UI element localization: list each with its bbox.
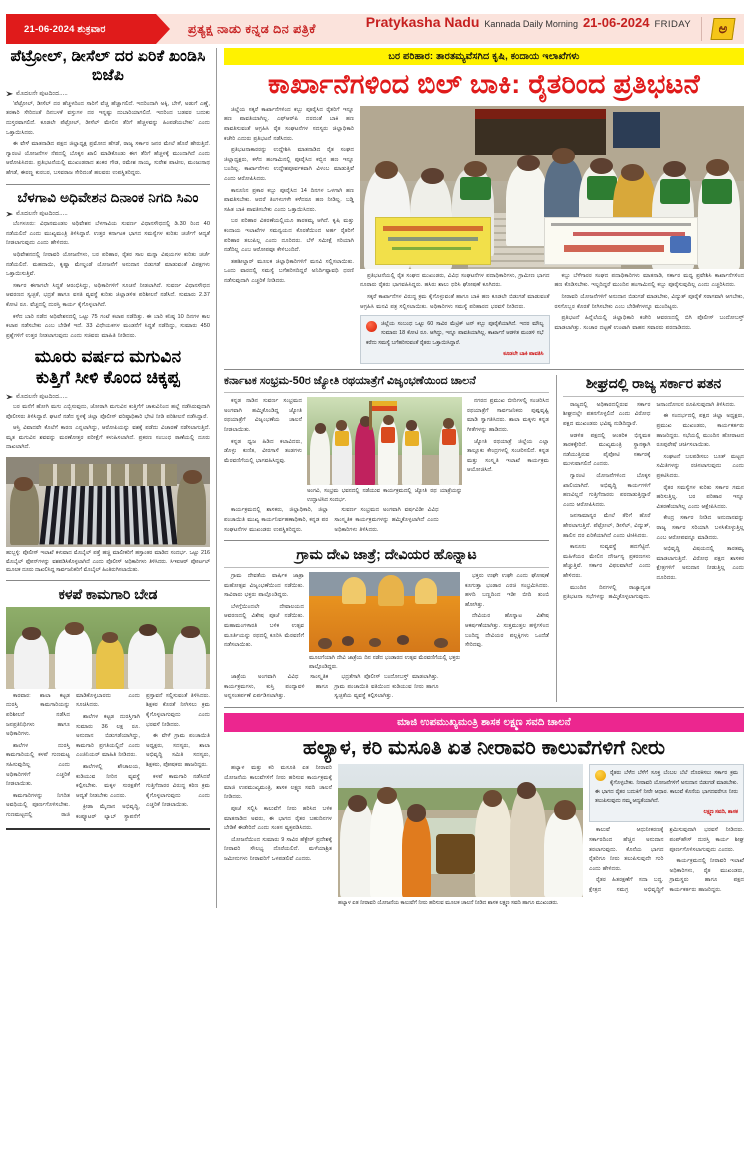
paragraph: 'ಪೆಟ್ರೋಲ್, ಡೀಸೆಲ್ ದರ ಹೆಚ್ಚಳದಿಂದ ಸಾರಿಗೆ ವೆಚ್ಚ ಹೆಚ್ಚಾಗಲಿದೆ. ಇದರಿಂದಾಗಿ ಅಕ್ಕಿ, ಬೇಳೆ, ಅಡುಗೆ ಎಣ್ಣೆ, ತರಕಾರಿ ಸೇರಿದಂತೆ ದಿನಬಳಕೆ ವಸ್ತುಗಳ ದರ ಇನ್ನಷ್ಟು ದುಬಾರಿಯಾಗಲಿದೆ. ಇದರಿಂದ ಬಡವರ ಬದುಕು ದುಸ್ತರವಾಗಲಿದೆ. ಕೂಡಲೇ ಪೆಟ್ರೋಲ್, ಡೀಸೆಲ್ ಮೇಲಿನ ತೆರಿಗೆ ಹೆಚ್ಚಳವನ್ನು ಹಿಂಪಡೆಯಬೇಕು' ಎಂದು ಒತ್ತಾಯಿಸಿದರು. [6, 100, 210, 136]
lead-right-text-b [555, 272, 745, 334]
page-grid [6, 48, 744, 908]
mid-left-story [224, 375, 549, 702]
paragraph: ಬರ ಪರಿಹಾರ ವಿತರಣೆಯಲ್ಲಿಯೂ ತಾರತಮ್ಯ ಆಗಿದೆ. ಕೃಷಿ ಮತ್ತು ಕಂದಾಯ ಇಲಾಖೆಗಳ ಸಮನ್ವಯದ ಕೊರತೆಯಿಂದ ಅರ್ಹ ರೈತರಿಗೆ ಪರಿಹಾರ ತಲುಪಿಲ್ಲ ಎಂದು ದೂರಿದರು. ಬೆಳೆ ಸಮೀಕ್ಷೆ ಸರಿಯಾಗಿ ನಡೆದಿಲ್ಲ ಎಂಬ ಆರೋಪವೂ ಕೇಳಿಬಂದಿದೆ. [224, 218, 354, 254]
bottom-lead-text-left [224, 764, 332, 908]
paragraph: ಕಾನೂನಿನ ಪ್ರಕಾರ ಕಬ್ಬು ಪೂರೈಸಿದ 14 ದಿನಗಳ ಒಳಗಾಗಿ ಹಣ ಪಾವತಿಸಬೇಕು. ಆದರೆ ತಿಂಗಳುಗಳೇ ಕಳೆದರೂ ಹಣ ನೀಡಿಲ್ಲ. ಬಡ್ಡಿ ಸಹಿತ ಬಾಕಿ ಪಾವತಿಸಬೇಕು ಎಂದು ಒತ್ತಾಯಿಸಿದರು. [224, 187, 354, 213]
police-line [39, 464, 178, 486]
bottom-left-headline: ಕಳಪೆ ಕಾಮಗಾರಿ ಬೇಡ [58, 585, 158, 602]
paragraph: ರೈತರ ಹಿತರಕ್ಷಣೆಗೆ ಸದಾ ಬದ್ಧ. ಕ್ಷೇತ್ರದ ಸಮಗ್ರ ಅಭಿವೃದ್ಧಿಗೆ ಶ್ರಮಿಸುವುದಾಗಿ ಭರವಸೆ ನೀಡಿದರು. ಪಂಪ್‌ಹೌಸ್ ದುರಸ್ತಿ ಕಾರ್ಯ ಶೀಘ್ರ ಪೂರ್ಣಗೊಳಿಸಲಾಗುವುದು ಎಂದರು. [589, 827, 744, 894]
bottom-lead-text-right [589, 826, 744, 896]
byline-text: ಮೊದಲನೇ ಪುಟದಿಂದ..... [16, 392, 68, 400]
main-column [217, 48, 744, 908]
paragraph: ಕನ್ನಡ ಧ್ವಜ ಹಿಡಿದ ಕಲಾವಿದರು, ಡೊಳ್ಳು ಕುಣಿತ, ವೀರಗಾಸೆ ತಂಡಗಳು ಮೆರವಣಿಗೆಯಲ್ಲಿ ಭಾಗವಹಿಸಿದ್ದವು. [224, 438, 302, 464]
jatre-text-col1 [224, 572, 304, 671]
paragraph: ಶಾಲೆಗಳಲ್ಲಿ ಶೌಚಾಲಯ, ಕುಡಿಯುವ ನೀರಿನ ವ್ಯವಸ್ಥೆ ಕಲ್ಪಿಸಬೇಕು. ಮಕ್ಕಳ ಸುರಕ್ಷತೆಗೆ ಆದ್ಯತೆ ನೀಡಬೇಕು ಎಂದರು. [76, 763, 140, 799]
mid-section [224, 375, 744, 702]
paragraph: ಕನ್ನಡ ನಾಡಿನ ಸುವರ್ಣ ಸಂಭ್ರಮದ ಅಂಗವಾಗಿ ಹಮ್ಮಿಕೊಂಡಿದ್ದ ಜ್ಯೋತಿ ರಥಯಾತ್ರೆಗೆ ವಿಜೃಂಭಣೆಯ ಚಾಲನೆ ನೀಡಲಾಯಿತು. [224, 398, 302, 433]
green-shawl [702, 179, 733, 203]
inset-text: ರೈತರು ಬೆಳೆದ ಬೆಳೆಗೆ ಸೂಕ್ತ ಬೆಂಬಲ ಬೆಲೆ ದೊರಕಿಸಲು ಸರ್ಕಾರ ಕ್ರಮ ಕೈಗೊಳ್ಳಬೇಕು. ನೀರಾವರಿ ಯೋಜನೆಗಳಿಗೆ ಅನುದಾನ ಬಿಡುಗಡೆ ಮಾಡಬೇಕು. ಈ ಭಾಗದ ರೈತರ ಬದುಕಿಗೆ ನೀರೇ ಆಧಾರ. ಕಾಲುವೆ ಕೊನೆಯ ಭಾಗದವರೆಗೂ ನೀರು ತಲುಪಿಸುವುದು ನಮ್ಮ ಆದ್ಯತೆಯಾಗಿದೆ. [595, 770, 738, 805]
paragraph: ಕ್ರೀಡಾ ಮೈದಾನ ಅಭಿವೃದ್ಧಿ, ಕಂಪ್ಯೂಟರ್ ಲ್ಯಾಬ್ ಸ್ಥಾಪನೆಗೆ ಪ್ರಸ್ತಾವನೆ ಸಲ್ಲಿಸುವಂತೆ ತಿಳಿಸಿದರು. ಶಿಕ್ಷಕರ ಕೊರತೆ ನೀಗಿಸಲು ಕ್ರಮ ಕೈಗೊಳ್ಳಲಾಗುವುದು ಎಂದು ಭರವಸೆ ನೀಡಿದರು. [76, 692, 210, 821]
paragraph: ಕಳಪೆ ಕಾಮಗಾರಿ ನಡೆಸಿದರೆ ಗುತ್ತಿಗೆದಾರರ ವಿರುದ್ಧ ಕಠಿಣ ಕ್ರಮ ಕೈಗೊಳ್ಳಲಾಗುವುದು ಎಂದು ಎಚ್ಚರಿಕೆ ನೀಡಲಾಯಿತು. [146, 773, 210, 809]
kannada-flag [372, 401, 397, 412]
masthead [6, 14, 744, 44]
protest-banner-yellow [375, 217, 490, 266]
jatre-text-col3 [465, 572, 549, 671]
lead-kicker: ಬರ ಪರಿಹಾರ: ತಾರತಮ್ಯವೆಸಗಿದ ಕೃಷಿ, ಕಂದಾಯ ಇಲಾಖೆಗಳು [224, 48, 744, 65]
photo-canal-inauguration [338, 764, 583, 897]
newspaper-page [0, 14, 750, 1162]
jatre-text-flow [224, 673, 549, 702]
mid-left-headline: ಕರ್ನಾಟಕ ಸಂಭ್ರಮ-50ರ ಜ್ಯೋತಿ ರಥಯಾತ್ರೆಗೆ ವಿಜೃಂಭಣೆಯಿಂದ ಚಾಲನೆ [224, 374, 476, 387]
paragraph: ನಗರದ ಪ್ರಮುಖ ಬೀದಿಗಳಲ್ಲಿ ಸಂಚರಿಸಿದ ರಥಯಾತ್ರೆಗೆ ಸಾರ್ವಜನಿಕರು ಪುಷ್ಪವೃಷ್ಟಿ ಮಾಡಿ ಸ್ವಾಗತಿಸಿದರು. ಶಾಲಾ ಮಕ್ಕಳು ಕನ್ನಡ ಗೀತೆಗಳನ್ನು ಹಾಡಿದರು. [467, 398, 549, 433]
lead-inset-box [360, 315, 550, 364]
section-divider [6, 580, 210, 581]
paragraph: ಕಾಮಗಾರಿಗಳನ್ನು ನಿಗದಿತ ಅವಧಿಯಲ್ಲಿ ಪೂರ್ಣಗೊಳಿಸಬೇಕು. ಗುಣಮಟ್ಟದಲ್ಲಿ ರಾಜಿ ಮಾಡಿಕೊಳ್ಳಬಾರದು ಎಂದು ಸೂಚಿಸಿದರು. [6, 692, 140, 819]
masthead-weekday: FRIDAY [654, 19, 691, 30]
bottom-lead-headline: ಹಲ್ಯಾಳ, ಕರಿ ಮಸೂತಿ ಏತ ನೀರಾವರಿ ಕಾಲುವೆಗಳಿಗೆ ನೀರು [302, 737, 666, 760]
green-shawl [660, 179, 691, 203]
kannada-shawl [335, 431, 349, 447]
palanquin-1 [342, 577, 366, 604]
green-shawl [460, 177, 491, 200]
paragraph: ನೀರಾವರಿ ಯೋಜನೆಗಳಿಗೆ ಅನುದಾನ ಬಿಡುಗಡೆ ಮಾಡಬೇಕು, ವಿದ್ಯುತ್ ಪೂರೈಕೆ ಸರಾಗವಾಗಿ ಆಗಬೇಕು, ರಸಗೊಬ್ಬರ ಕೊರತೆ ನೀಗಿಸಬೇಕು ಎಂಬ ಬೇಡಿಕೆಗಳನ್ನೂ ಮುಂದಿಟ್ಟರು. [554, 293, 744, 310]
inset-attribution: ಲಕ್ಷ್ಮಣ ಸವದಿ, ಶಾಸಕ [703, 809, 738, 816]
paragraph: ಕೇಂದ್ರ ಸರ್ಕಾರ ನೀಡಿದ ಅನುದಾನವನ್ನು ರಾಜ್ಯ ಸರ್ಕಾರ ಸರಿಯಾಗಿ ಬಳಸಿಕೊಳ್ಳುತ್ತಿಲ್ಲ ಎಂಬ ಆರೋಪವನ್ನೂ ಮಾಡಿದರು. [656, 515, 744, 541]
kannada-shawl [405, 431, 419, 447]
kannada-shawl [442, 429, 456, 445]
paragraph: ಪ್ರತಿಭಟನೆ ಹಿನ್ನೆಲೆಯಲ್ಲಿ ಜಿಲ್ಲಾಧಿಕಾರಿ ಕಚೇರಿ ಆವರಣದಲ್ಲಿ ಬಿಗಿ ಪೊಲೀಸ್ ಬಂದೋಬಸ್ತ್ ಮಾಡಲಾಗಿತ್ತು. ಸಂಚಾರ ದಟ್ಟಣೆ ಉಂಟಾಗಿ ವಾಹನ ಸವಾರರು ಪರದಾಡಿದರು. [554, 315, 744, 331]
section-divider [224, 369, 744, 370]
paragraph: ಬೆಂಗಳೂರು: ವಿಧಾನಮಂಡಲ ಅಧಿವೇಶನ ಬೆಳಗಾವಿಯ ಸುವರ್ಣ ವಿಧಾನಸೌಧದಲ್ಲಿ ಡಿ.30 ರಿಂದ 40 ನಡೆಯಲಿದೆ ಎಂದು ಮುಖ್ಯಮಂತ್ರಿ ತಿಳಿಸಿದ್ದಾರೆ. ಉತ್ತರ ಕರ್ನಾಟಕ ಭಾಗದ ಸಮಸ್ಯೆಗಳ ಕುರಿತು ಚರ್ಚೆಗೆ ಆದ್ಯತೆ ನೀಡಲಾಗುವುದು ಎಂದು ಹೇಳಿದರು. [6, 221, 210, 247]
lead-headline: ಕಾರ್ಖಾನೆಗಳಿಂದ ಬಿಲ್ ಬಾಕಿ: ರೈತರಿಂದ ಪ್ರತಿಭಟನೆ [268, 69, 700, 99]
left-story3-byline [6, 393, 210, 401]
page-bottom-rule [6, 828, 210, 830]
quote-bullet-icon [595, 770, 606, 781]
lead-story-body-area [224, 106, 744, 364]
priest-robe [402, 812, 431, 897]
paragraph: ಕಾರ್ಯಕ್ರಮದಲ್ಲಿ ನೀರಾವರಿ ಇಲಾಖೆ ಅಧಿಕಾರಿಗಳು, ರೈತ ಮುಖಂಡರು, ಗ್ರಾಮಸ್ಥರು ಹಾಗೂ ಪಕ್ಷದ ಕಾರ್ಯಕರ್ತರು ಹಾಜರಿದ್ದರು. [669, 858, 744, 894]
lead-sub-area [360, 272, 744, 364]
paragraph: ಬರ ಮನೆಗೆ ಹೋಗಿ ಮಗು ಎಬ್ಬಿಸುವುದು, ಜೋರಾಗಿ ಮಗುವಿನ ಕುತ್ತಿಗೆಗೆ ಚಾಕುವಿನಿಂದ ಹಲ್ಲೆ ನಡೆಸಿರುವುದಾಗಿ ಪೊಲೀಸರು ತಿಳಿಸಿದ್ದಾರೆ. ಘಟನೆ ನಡೆದ ಸ್ಥಳಕ್ಕೆ ಜಿಲ್ಲಾ ಪೊಲೀಸ್ ವರಿಷ್ಠಾಧಿಕಾರಿ ಭೇಟಿ ನೀಡಿ ಪರಿಶೀಲನೆ ನಡೆಸಿದ್ದಾರೆ. [6, 403, 210, 420]
inset-attribution: ಕೂಡಲೇ ಬಾಕಿ ಪಾವತಿಸಿ [503, 350, 544, 357]
paragraph: ಬೆಳಗ್ಗೆಯಿಂದಲೇ ದೇವಾಲಯದ ಆವರಣದಲ್ಲಿ ವಿಶೇಷ ಪೂಜೆ ನಡೆಯಿತು. ಮಹಾಮಂಗಳಾರತಿ ಬಳಿಕ ಉತ್ಸವ ಮೂರ್ತಿಯನ್ನು ರಥದಲ್ಲಿ ಕೂರಿಸಿ ಮೆರವಣಿಗೆ ನಡೆಸಲಾಯಿತು. [224, 603, 304, 649]
left-story1-headline: ಪೆಟ್ರೋಲ್, ಡೀಸೆಲ್ ದರ ಏರಿಕೆ ಖಂಡಿಸಿ ಬಿಜೆಪಿ [10, 48, 206, 84]
left-story3-body [6, 403, 210, 453]
mid-right-body [563, 401, 744, 603]
masthead-english-date: 21-06-2024 [582, 15, 650, 30]
mid-left-text-col1 [224, 397, 302, 504]
photo-police-mobiles [6, 457, 210, 547]
left-story3-headline-line2: ಕುತ್ತಿಗೆ ಸೀಳಿ ಕೊಂದ ಚಿಕ್ಕಪ್ಪ [36, 368, 180, 388]
paragraph: ಪ್ರತಿಭಟನೆಯಲ್ಲಿ ರೈತ ಸಂಘದ ಮುಖಂಡರು, ವಿವಿಧ ಸಂಘಟನೆಗಳ ಪದಾಧಿಕಾರಿಗಳು, ಗ್ರಾಮೀಣ ಭಾಗದ ನೂರಾರು ರೈತರು ಭಾಗವಹಿಸಿದ್ದರು. ಹಸಿರು ಶಾಲು ಧರಿಸಿ ಘೋಷಣೆ ಕೂಗಿದರು. [360, 272, 550, 289]
paper-logo-icon: ಅ [710, 18, 735, 40]
left-story1-body [6, 100, 210, 179]
byline-arrow-icon [6, 212, 13, 217]
mid-left-photo-caption: ಅಂಗವಿ, ಸಂಭ್ರಮ ಭವನದಲ್ಲಿ ನಡೆಯುವ ಕಾರ್ಯಕ್ರಮದಲ್ಲಿ ಜ್ಯೋತಿ ರಥ ಯಾತ್ರೆಯನ್ನು ಉದ್ಘಾಟಿಸಿದ ಸಂದರ್ಭ. [307, 488, 462, 503]
jatre-headline: ಗ್ರಾಮ ದೇವಿ ಜಾತ್ರೆ; ದೇವಿಯರ ಹೊನ್ನಾಟ [296, 546, 477, 563]
masthead-logo [702, 14, 744, 44]
masthead-english-title: Pratykasha Nadu [365, 14, 480, 30]
paragraph: ಜಿಲ್ಲೆಯ ಸಕ್ಕರೆ ಕಾರ್ಖಾನೆಗಳಿಂದ ಕಬ್ಬು ಪೂರೈಸಿದ ರೈತರಿಗೆ ಇನ್ನೂ ಹಣ ಪಾವತಿಯಾಗಿಲ್ಲ. ಎಫ್‌ಆರ್‌ಪಿ ದರದಂತೆ ಬಾಕಿ ಹಣ ಪಾವತಿಸುವಂತೆ ಆಗ್ರಹಿಸಿ ರೈತ ಸಂಘಟನೆಗಳ ಸದಸ್ಯರು ಜಿಲ್ಲಾಧಿಕಾರಿ ಕಚೇರಿ ಎದುರು ಪ್ರತಿಭಟನೆ ನಡೆಸಿದರು. [224, 106, 354, 142]
paragraph: ಕಾರವಾರ: ಶಾಲಾ ಕಟ್ಟಡ ದುರಸ್ತಿ ಕಾಮಗಾರಿಯನ್ನು ಪರಿಶೀಲನೆ ನಡೆಸಿದ ಜನಪ್ರತಿನಿಧಿಗಳು ಹಾಗೂ ಅಧಿಕಾರಿಗಳು. [6, 692, 70, 738]
bottom-left-body [6, 692, 210, 823]
jatre-photo-caption: ಮೂಲಗೆಯಾಗಿ ದೇವಿ ಜಾತ್ರೆಯ ದಿನ ನಡೆದ ಭಂಡಾರದ ಉತ್ಸವ ಮೆರವಣಿಗೆಯಲ್ಲಿ ಭಕ್ತರು ಪಾಲ್ಗೊಂಡಿದ್ದರು. [309, 654, 460, 670]
paragraph: ತಹಶೀಲ್ದಾರ್ ಮೂಲಕ ಜಿಲ್ಲಾಧಿಕಾರಿಗಳಿಗೆ ಮನವಿ ಸಲ್ಲಿಸಲಾಯಿತು. ಒಂದು ವಾರದಲ್ಲಿ ಸಮಸ್ಯೆ ಬಗೆಹರಿಸದಿದ್ದರೆ ಅನಿರ್ದಿಷ್ಟಾವಧಿ ಧರಣಿ ನಡೆಸುವುದಾಗಿ ಎಚ್ಚರಿಕೆ ನೀಡಿದರು. [224, 258, 354, 285]
paragraph: ಅಧಿವೇಶನದಲ್ಲಿ ನೀರಾವರಿ ಯೋಜನೆಗಳು, ಬರ ಪರಿಹಾರ, ರೈತರ ಸಾಲ ಮನ್ನಾ ವಿಷಯಗಳ ಕುರಿತು ಚರ್ಚೆ ನಡೆಯಲಿದೆ. ಮಹದಾಯಿ, ಕೃಷ್ಣಾ ಮೇಲ್ದಂಡೆ ಯೋಜನೆಗೆ ಅನುದಾನ ಬಿಡುಗಡೆ ಮಾಡುವಂತೆ ವಿಪಕ್ಷಗಳು ಒತ್ತಾಯಿಸುತ್ತಿವೆ. [6, 251, 210, 278]
left-story2-headline: ಬೆಳಗಾವಿ ಅಧಿವೇಶನ ದಿನಾಂಕ ನಿಗದಿ ಸಿಎಂ [17, 189, 199, 205]
paragraph: ಜಾತ್ರೆಯ ಅಂಗವಾಗಿ ವಿವಿಧ ಸಾಂಸ್ಕೃತಿಕ ಕಾರ್ಯಕ್ರಮಗಳು, ಕುಸ್ತಿ ಪಂದ್ಯಾವಳಿ ಹಾಗೂ ಅನ್ನಸಂತರ್ಪಣೆ ಏರ್ಪಡಿಸಲಾಗಿತ್ತು. [224, 674, 329, 700]
bottom-inset-box [589, 764, 744, 822]
paragraph: ಕಾನೂನು ಸುವ್ಯವಸ್ಥೆ ಹದಗೆಟ್ಟಿದೆ. ಮಹಿಳೆಯರ ಮೇಲಿನ ದೌರ್ಜನ್ಯ ಪ್ರಕರಣಗಳು ಹೆಚ್ಚುತ್ತಿವೆ. ಸರ್ಕಾರ ವಿಫಲವಾಗಿದೆ ಎಂದು ಹೇಳಿದರು. [563, 544, 651, 580]
lead-right-text-a [360, 272, 550, 312]
paragraph: ಪ್ರತಿಭಟನಾಕಾರರನ್ನು ಉದ್ದೇಶಿಸಿ ಮಾತನಾಡಿದ ರೈತ ಸಂಘದ ಜಿಲ್ಲಾಧ್ಯಕ್ಷರು, ಕಳೆದ ಹಂಗಾಮಿನಲ್ಲಿ ಪೂರೈಸಿದ ಕಬ್ಬಿನ ಹಣ ಇನ್ನೂ ಬಂದಿಲ್ಲ. ಕಾರ್ಖಾನೆಗಳು ಉದ್ದೇಶಪೂರ್ವಕವಾಗಿ ವಿಳಂಬ ಮಾಡುತ್ತಿವೆ ಎಂದು ಆರೋಪಿಸಿದರು. [224, 147, 354, 182]
left-story2-body [6, 220, 210, 341]
paragraph: ಭಕ್ತರು ಉಘೇ ಉಘೇ ಎಂದು ಘೋಷಣೆ ಕೂಗುತ್ತಾ ಭಂಡಾರ ಎರಚಿ ಸಂಭ್ರಮಿಸಿದರು. ಹಳದಿ ಬಣ್ಣದಿಂದ ಇಡೀ ಬೀದಿ ತುಂಬಿ ಹೋಗಿತ್ತು. [465, 572, 549, 608]
paragraph: ಪೂಜೆ ಸಲ್ಲಿಸಿ ಕಾಲುವೆಗೆ ನೀರು ಹರಿಸಿದ ಬಳಿಕ ಮಾತನಾಡಿದ ಅವರು, ಈ ಭಾಗದ ರೈತರ ಬಹುದಿನಗಳ ಬೇಡಿಕೆ ಈಡೇರಿದೆ ಎಂದು ಸಂತಸ ವ್ಯಕ್ತಪಡಿಸಿದರು. [224, 805, 332, 832]
paragraph: ಕಬ್ಬು ಬೆಳೆಗಾರರ ಸಂಘದ ಪದಾಧಿಕಾರಿಗಳು ಮಾತನಾಡಿ, ಸರ್ಕಾರ ಮಧ್ಯ ಪ್ರವೇಶಿಸಿ ಕಾರ್ಖಾನೆಗಳಿಂದ ಹಣ ಕೊಡಿಸಬೇಕು. ಇಲ್ಲದಿದ್ದರೆ ಮುಂದಿನ ಹಂಗಾಮಿನಲ್ಲಿ ಕಬ್ಬು ಪೂರೈಸುವುದಿಲ್ಲ ಎಂದು ಎಚ್ಚರಿಸಿದರು. [554, 272, 744, 289]
left-story1-byline [6, 90, 210, 98]
paragraph: ಸಕ್ಕರೆ ಕಾರ್ಖಾನೆಗಳ ವಿರುದ್ಧ ಕ್ರಮ ಕೈಗೊಳ್ಳುವಂತೆ ಹಾಗೂ ಬಾಕಿ ಹಣ ಕೂಡಲೇ ಬಿಡುಗಡೆ ಮಾಡುವಂತೆ ಆಗ್ರಹಿಸಿ ಮನವಿ ಪತ್ರ ಸಲ್ಲಿಸಲಾಯಿತು. ಅಧಿಕಾರಿಗಳು ಸಮಸ್ಯೆ ಪರಿಹಾರದ ಭರವಸೆ ನೀಡಿದರು. [360, 293, 550, 310]
photo-police-caption: ಹುಬ್ಬಳ್ಳಿ: ಪೊಲೀಸ್ ಇಲಾಖೆ ಕಳುವಾದ ಮೊಬೈಲ್ ಪತ್ತೆ ಹಚ್ಚಿ ಮಾಲೀಕರಿಗೆ ಹಸ್ತಾಂತರ ಮಾಡಿದ ಸಂದರ್ಭ. ಒಟ್ಟು 216 ಮೊಬೈಲ್ ಫೋನ್‌ಗಳನ್ನು ವಶಪಡಿಸಿಕೊಳ್ಳಲಾಗಿದೆ ಎಂದು ಪೊಲೀಸ್ ಅಧಿಕಾರಿಗಳು ತಿಳಿಸಿದರು. ಸಿಇಐಆರ್ ಪೋರ್ಟಲ್ ಮೂಲಕ ದೂರು ದಾಖಲಿಸಿದ್ದ ಸಾರ್ವಜನಿಕರಿಗೆ ಮೊಬೈಲ್ ಹಿಂತಿರುಗಿಸಲಾಯಿತು. [6, 549, 210, 574]
paragraph: ಕಾರ್ಯಕ್ರಮದಲ್ಲಿ ಶಾಸಕರು, ಜಿಲ್ಲಾಧಿಕಾರಿ, ಜಿಲ್ಲಾ ಪಂಚಾಯಿತಿ ಮುಖ್ಯ ಕಾರ್ಯನಿರ್ವಹಣಾಧಿಕಾರಿ, ಕನ್ನಡ ಪರ ಸಂಘಟನೆಗಳ ಮುಖಂಡರು ಉಪಸ್ಥಿತರಿದ್ದರು. [224, 507, 329, 533]
section-divider [224, 707, 744, 708]
paragraph: ಯೋಜನೆಯಿಂದ ಸುಮಾರು 9 ಸಾವಿರ ಹೆಕ್ಟೇರ್ ಪ್ರದೇಶಕ್ಕೆ ನೀರಾವರಿ ಸೌಲಭ್ಯ ದೊರೆಯಲಿದೆ. ಮಳೆಯಾಶ್ರಿತ ಜಮೀನುಗಳು ನೀರಾವರಿಗೆ ಒಳಪಡಲಿವೆ ಎಂದರು. [224, 836, 332, 862]
palanquin-2 [378, 575, 404, 605]
inset-text: ಜಿಲ್ಲೆಯ ಸಂಬಂಧ ಒಟ್ಟು 60 ಸಾವಿರ ಮೆಟ್ರಿಕ್ ಟನ್ ಕಬ್ಬು ಪೂರೈಕೆಯಾಗಿದೆ. ಇದರ ಮೌಲ್ಯ ಸುಮಾರು 18 ಕೋಟಿ ರೂ. ಆಗಿದ್ದು, ಇನ್ನೂ ಪಾವತಿಯಾಗಿಲ್ಲ. ಕಾರ್ಖಾನೆ ಆಡಳಿತ ಮಂಡಳಿ ಸಭೆ ಕರೆದು ಸಮಸ್ಯೆ ಬಗೆಹರಿಸುವಂತೆ ರೈತರು ಒತ್ತಾಯಿಸಿದ್ದಾರೆ. [366, 321, 544, 346]
mid-right-headline: ಶೀಘ್ರದಲ್ಲಿ ರಾಜ್ಯ ಸರ್ಕಾರ ಪತನ [585, 374, 722, 391]
section-divider [6, 184, 210, 185]
bottom-lead-right-col [589, 764, 744, 908]
bottom-lead-kicker: ಮಾಜಿ ಉಪಮುಖ್ಯಮಂತ್ರಿ ಶಾಸಕ ಲಕ್ಷ್ಮಣ ಸವದಿ ಚಾಲನೆ [224, 713, 744, 732]
paragraph: ಕಳೆದ ಬಾರಿ ನಡೆದ ಅಧಿವೇಶನದಲ್ಲಿ ಒಟ್ಟು 75 ಗಂಟೆ ಕಲಾಪ ನಡೆದಿತ್ತು. ಈ ಬಾರಿ ಕನಿಷ್ಠ 10 ದಿನಗಳ ಕಾಲ ಕಲಾಪ ನಡೆಸಬೇಕು ಎಂಬ ಬೇಡಿಕೆ ಇದೆ. 33 ವಿಧೇಯಕಗಳ ಮಂಡನೆಗೆ ಸಿದ್ಧತೆ ನಡೆದಿದ್ದು, ಸುಮಾರು 450 ಪ್ರಶ್ನೆಗಳಿಗೆ ಉತ್ತರ ನೀಡಲಾಗುವುದು ಎಂದು ಸಚಿವರು ಮಾಹಿತಿ ನೀಡಿದರು. [6, 313, 210, 339]
photo-jyothi-rathayatre [307, 397, 462, 485]
left-story3-headline-line1: ಮೂರು ವರ್ಷದ ಮಗುವಿನ [34, 347, 182, 367]
paragraph: ಕಾಲುವೆ ಆಧುನೀಕರಣಕ್ಕೆ ಸರ್ಕಾರದಿಂದ ಹೆಚ್ಚಿನ ಅನುದಾನ ತರಲಾಗುವುದು. ಕೊನೆಯ ಭಾಗದ ರೈತರಿಗೂ ನೀರು ತಲುಪಿಸುವುದೇ ಗುರಿ ಎಂದು ಹೇಳಿದರು. [589, 827, 664, 872]
paragraph: ಆಡಳಿತ ಪಕ್ಷದಲ್ಲಿ ಆಂತರಿಕ ಭಿನ್ನಮತ ತಾರಕಕ್ಕೇರಿದೆ. ಮುಖ್ಯಮಂತ್ರಿ ಸ್ಥಾನಕ್ಕಾಗಿ ನಡೆಯುತ್ತಿರುವ ಪೈಪೋಟಿ ಸರ್ಕಾರಕ್ಕೆ ಮುಳುವಾಗಲಿದೆ ಎಂದರು. [563, 432, 651, 468]
headline-rule [224, 392, 549, 393]
headline-rule [224, 567, 549, 568]
mid-left-text-col3 [467, 397, 549, 504]
paragraph: ಶಾಲೆಗಳ ದುರಸ್ತಿ ಕಾಮಗಾರಿಯಲ್ಲಿ ಕಳಪೆ ಗುಣಮಟ್ಟ ಸಹಿಸುವುದಿಲ್ಲ ಎಂದು ಅಧಿಕಾರಿಗಳಿಗೆ ಎಚ್ಚರಿಕೆ ನೀಡಲಾಯಿತು. [6, 742, 70, 788]
paragraph: ಜ್ಯೋತಿ ರಥಯಾತ್ರೆ ಜಿಲ್ಲೆಯ ಎಲ್ಲಾ ತಾಲ್ಲೂಕು ಕೇಂದ್ರಗಳಲ್ಲಿ ಸಂಚರಿಸಲಿದೆ. ಕನ್ನಡ ಮತ್ತು ಸಂಸ್ಕೃತಿ ಇಲಾಖೆ ಕಾರ್ಯಕ್ರಮ ಆಯೋಜಿಸಿದೆ. [467, 438, 549, 474]
lead-left-text [224, 106, 354, 364]
canal-outlet [436, 834, 475, 874]
paragraph: ಈ ಸಂದರ್ಭದಲ್ಲಿ ಪಕ್ಷದ ಜಿಲ್ಲಾ ಅಧ್ಯಕ್ಷರು, ಪ್ರಮುಖ ಮುಖಂಡರು, ಕಾರ್ಯಕರ್ತರು ಹಾಜರಿದ್ದರು. ಸಭೆಯಲ್ಲಿ ಮುಂದಿನ ಹೋರಾಟದ ರೂಪುರೇಷೆ ಚರ್ಚಿಸಲಾಯಿತು. [656, 413, 744, 449]
paragraph: ಈ ವೇಳೆ ಗ್ರಾಮ ಪಂಚಾಯಿತಿ ಅಧ್ಯಕ್ಷರು, ಸದಸ್ಯರು, ಶಾಲಾ ಅಭಿವೃದ್ಧಿ ಸಮಿತಿ ಸದಸ್ಯರು, ಶಿಕ್ಷಕರು, ಪೋಷಕರು ಹಾಜರಿದ್ದರು. [146, 733, 210, 768]
kannada-shawl [381, 427, 395, 443]
masthead-english-subtitle: Kannada Daily Morning [484, 19, 578, 29]
paragraph: ರೈತರ ಸಮಸ್ಯೆಗಳ ಕುರಿತು ಸರ್ಕಾರ ಗಮನ ಹರಿಸುತ್ತಿಲ್ಲ. ಬರ ಪರಿಹಾರ ಇನ್ನೂ ವಿತರಣೆಯಾಗಿಲ್ಲ ಎಂದು ಆಕ್ಷೇಪಿಸಿದರು. [656, 484, 744, 510]
masthead-english-block [366, 14, 701, 44]
mid-left-text-flow [224, 506, 549, 535]
paragraph: ಶಾಲೆಗಳ ಕಟ್ಟಡ ದುರಸ್ತಿಗಾಗಿ ಸುಮಾರು 36 ಲಕ್ಷ ರೂ. ಅನುದಾನ ಬಿಡುಗಡೆಯಾಗಿದ್ದು, ಕಾಮಗಾರಿ ಪ್ರಗತಿಯಲ್ಲಿದೆ ಎಂದು ಎಂಜಿನಿಯರ್ ಮಾಹಿತಿ ನೀಡಿದರು. [76, 713, 140, 759]
bottom-lead-body [224, 764, 744, 908]
paragraph: ಅಭಿವೃದ್ಧಿ ವಿಷಯದಲ್ಲಿ ತಾರತಮ್ಯ ಮಾಡಲಾಗುತ್ತಿದೆ. ವಿರೋಧ ಪಕ್ಷದ ಶಾಸಕರ ಕ್ಷೇತ್ರಗಳಿಗೆ ಅನುದಾನ ನೀಡುತ್ತಿಲ್ಲ ಎಂದು ದೂರಿದರು. [656, 546, 744, 582]
paragraph: ಭದ್ರತೆಗಾಗಿ ಪೊಲೀಸ್ ಬಂದೋಬಸ್ತ್ ಮಾಡಲಾಗಿತ್ತು. ಗ್ರಾಮ ಪಂಚಾಯಿತಿ ವತಿಯಿಂದ ಕುಡಿಯುವ ನೀರು ಹಾಗೂ ಸ್ವಚ್ಛತೆಯ ವ್ಯವಸ್ಥೆ ಕಲ್ಪಿಸಲಾಗಿತ್ತು. [334, 674, 439, 700]
paragraph: ಸರ್ಕಾರ ಈಗಾಗಲೇ ಸಿದ್ಧತೆ ಆರಂಭಿಸಿದ್ದು, ಅಧಿಕಾರಿಗಳಿಗೆ ಸೂಚನೆ ನೀಡಲಾಗಿದೆ. ಸುವರ್ಣ ವಿಧಾನಸೌಧದ ಆವರಣದ ಸ್ವಚ್ಛತೆ, ಭದ್ರತೆ ಹಾಗೂ ವಸತಿ ವ್ಯವಸ್ಥೆ ಕುರಿತು ಜಿಲ್ಲಾಡಳಿತ ಪರಿಶೀಲನೆ ನಡೆಸಿದೆ. ಸುಮಾರು 2.37 ಕೋಟಿ ರೂ. ವೆಚ್ಚದಲ್ಲಿ ದುರಸ್ತಿ ಕಾರ್ಯ ಕೈಗೊಳ್ಳಲಾಗಿದೆ. [6, 282, 210, 309]
seized-phones-array [39, 486, 177, 545]
headline-rule [563, 396, 744, 397]
paragraph: ದೇವಿಯರ ಹೊನ್ನಾಟ ವಿಶೇಷ ಆಕರ್ಷಣೆಯಾಗಿತ್ತು. ಸುತ್ತಮುತ್ತಲ ಹಳ್ಳಿಗಳಿಂದ ಬಂದಿದ್ದ ದೇವಿಯರ ಪಲ್ಲಕ್ಕಿಗಳು ಒಂದೆಡೆ ಸೇರಿದವು. [465, 613, 549, 649]
byline-text: ಮೊದಲನೇ ಪುಟದಿಂದ..... [16, 89, 68, 97]
section-divider [224, 540, 549, 541]
paragraph: ಹಲ್ಯಾಳ ಮತ್ತು ಕರಿ ಮಸೂತಿ ಏತ ನೀರಾವರಿ ಯೋಜನೆಯ ಕಾಲುವೆಗಳಿಗೆ ನೀರು ಹರಿಸುವ ಕಾರ್ಯಕ್ರಮಕ್ಕೆ ಮಾಜಿ ಉಪಮುಖ್ಯಮಂತ್ರಿ, ಶಾಸಕ ಲಕ್ಷ್ಮಣ ಸವದಿ ಚಾಲನೆ ನೀಡಿದರು. [224, 765, 332, 801]
paragraph: ಮುಂದಿನ ದಿನಗಳಲ್ಲಿ ರಾಜ್ಯಾದ್ಯಂತ ಪ್ರತಿಭಟನಾ ಸಭೆಗಳನ್ನು ಹಮ್ಮಿಕೊಳ್ಳಲಾಗುವುದು. ಜನಾಂದೋಲನ ರೂಪಿಸುವುದಾಗಿ ತಿಳಿಸಿದರು. [563, 401, 736, 601]
paragraph: ಜನಸಾಮಾನ್ಯರ ಮೇಲೆ ತೆರಿಗೆ ಹೊರೆ ಹೇರಲಾಗುತ್ತಿದೆ. ಪೆಟ್ರೋಲ್, ಡೀಸೆಲ್, ವಿದ್ಯುತ್, ಹಾಲಿನ ದರ ಏರಿಕೆಯಾಗಿದೆ ಎಂದು ಟೀಕಿಸಿದರು. [563, 513, 651, 539]
byline-text: ಮೊದಲನೇ ಪುಟದಿಂದ..... [16, 210, 68, 218]
paragraph: ರಾಜ್ಯದಲ್ಲಿ ಅಧಿಕಾರದಲ್ಲಿರುವ ಸರ್ಕಾರ ಶೀಘ್ರದಲ್ಲೇ ಪತನಗೊಳ್ಳಲಿದೆ ಎಂದು ವಿರೋಧ ಪಕ್ಷದ ಮುಖಂಡರು ಭವಿಷ್ಯ ನುಡಿದಿದ್ದಾರೆ. [563, 401, 651, 427]
photo-school-inspection [6, 607, 210, 689]
palanquin-3 [415, 578, 438, 604]
bullet-circle-icon [366, 321, 377, 332]
masthead-date-badge: 21-06-2024 ಶುಕ್ರವಾರ [6, 14, 156, 44]
paragraph: ಸುವರ್ಣ ಸಂಭ್ರಮದ ಅಂಗವಾಗಿ ವರ್ಷವಿಡೀ ವಿವಿಧ ಸಾಂಸ್ಕೃತಿಕ ಕಾರ್ಯಕ್ರಮಗಳನ್ನು ಹಮ್ಮಿಕೊಳ್ಳಲಾಗಿದೆ ಎಂದು ಅಧಿಕಾರಿಗಳು ತಿಳಿಸಿದರು. [334, 507, 439, 533]
paragraph: ಗ್ಯಾರಂಟಿ ಯೋಜನೆಗಳಿಂದ ಬೊಕ್ಕಸ ಖಾಲಿಯಾಗಿದೆ. ಅಭಿವೃದ್ಧಿ ಕಾರ್ಯಗಳಿಗೆ ಹಣವಿಲ್ಲದೆ ಗುತ್ತಿಗೆದಾರರು ಪರದಾಡುತ್ತಿದ್ದಾರೆ ಎಂದು ಆರೋಪಿಸಿದರು. [563, 472, 651, 508]
mid-right-story [556, 375, 744, 702]
paragraph: ಆಸ್ತಿ ವಿವಾದವೇ ಕೊಲೆಗೆ ಕಾರಣ ಎನ್ನಲಾಗಿದ್ದು, ಆರೋಪಿಯನ್ನು ವಶಕ್ಕೆ ಪಡೆದು ವಿಚಾರಣೆ ನಡೆಸಲಾಗುತ್ತಿದೆ. ಮೃತ ಮಗುವಿನ ಶವವನ್ನು ಮರಣೋತ್ತರ ಪರೀಕ್ಷೆಗೆ ಕಳುಹಿಸಲಾಗಿದೆ. ಪ್ರಕರಣ ಸಂಬಂಧ ಠಾಣೆಯಲ್ಲಿ ದೂರು ದಾಖಲಾಗಿದೆ. [6, 425, 210, 451]
bottom-lead-photo-col [338, 764, 583, 908]
left-story2-byline [6, 210, 210, 218]
bottom-lead-photo-caption: ಹಲ್ಯಾಳ ಏತ ನೀರಾವರಿ ಯೋಜನೆಯ ಕಾಲುವೆಗೆ ನೀರು ಹರಿಸುವ ಮೂಲಕ ಚಾಲನೆ ನೀಡಿದ ಶಾಸಕ ಲಕ್ಷ್ಮಣ ಸವದಿ ಹಾಗೂ ಮುಖಂಡರು. [338, 900, 559, 907]
lead-right-area [360, 106, 744, 364]
left-column [6, 48, 217, 908]
byline-arrow-icon [6, 91, 13, 96]
protest-banner-white [544, 217, 698, 266]
photo-jatre-procession [309, 572, 460, 652]
masthead-kannada-title: ಪ್ರತ್ಯಕ್ಷ ನಾಡು ಕನ್ನಡ ದಿನ ಪತ್ರಿಕೆ [188, 21, 316, 36]
paragraph: ಸಂಘಟನೆ ಬಲಪಡಿಸಲು ಬೂತ್ ಮಟ್ಟದ ಸಮಿತಿಗಳನ್ನು ರಚಿಸಲಾಗುವುದು ಎಂದು ಪ್ರಕಟಿಸಿದರು. [656, 453, 744, 479]
photo-farmers-protest [360, 106, 744, 269]
paragraph: ಈ ವೇಳೆ ಮಾತನಾಡಿದ ಪಕ್ಷದ ಜಿಲ್ಲಾಧ್ಯಕ್ಷ ಪ್ರಮೋದ ಹೆಗಡೆ, ರಾಜ್ಯ ಸರ್ಕಾರ ಜನರ ಮೇಲೆ ಹೊರೆ ಹೇರುತ್ತಿದೆ. ಗ್ಯಾರಂಟಿ ಯೋಜನೆಗಳ ನೆಪದಲ್ಲಿ ಬೊಕ್ಕಸ ಖಾಲಿ ಮಾಡಿಕೊಂಡು ಈಗ ತೆರಿಗೆ ಹೆಚ್ಚಳಕ್ಕೆ ಮುಂದಾಗಿದೆ ಎಂದು ಆರೋಪಿಸಿದರು. ಪ್ರತಿಭಟನೆಯಲ್ಲಿ ಮುಖಂಡರಾದ ಶಂಕರ ಗೌಡ, ರಮೇಶ ನಾಯ್ಕ, ಸುರೇಶ ಪಾಟೀಲ, ಮಂಜುನಾಥ ಹೆಗಡೆ, ಈರಣ್ಣ ಕುರಬರ, ಬಸವರಾಜ ಸೇರಿದಂತೆ ಹಲವರು ಉಪಸ್ಥಿತರಿದ್ದರು. [6, 141, 210, 177]
paragraph: ಗ್ರಾಮ ದೇವತೆಯ ವಾರ್ಷಿಕ ಜಾತ್ರಾ ಮಹೋತ್ಸವ ವಿಜೃಂಭಣೆಯಿಂದ ನಡೆಯಿತು. ಸಾವಿರಾರು ಭಕ್ತರು ಪಾಲ್ಗೊಂಡಿದ್ದರು. [224, 572, 304, 599]
byline-arrow-icon [6, 394, 13, 399]
